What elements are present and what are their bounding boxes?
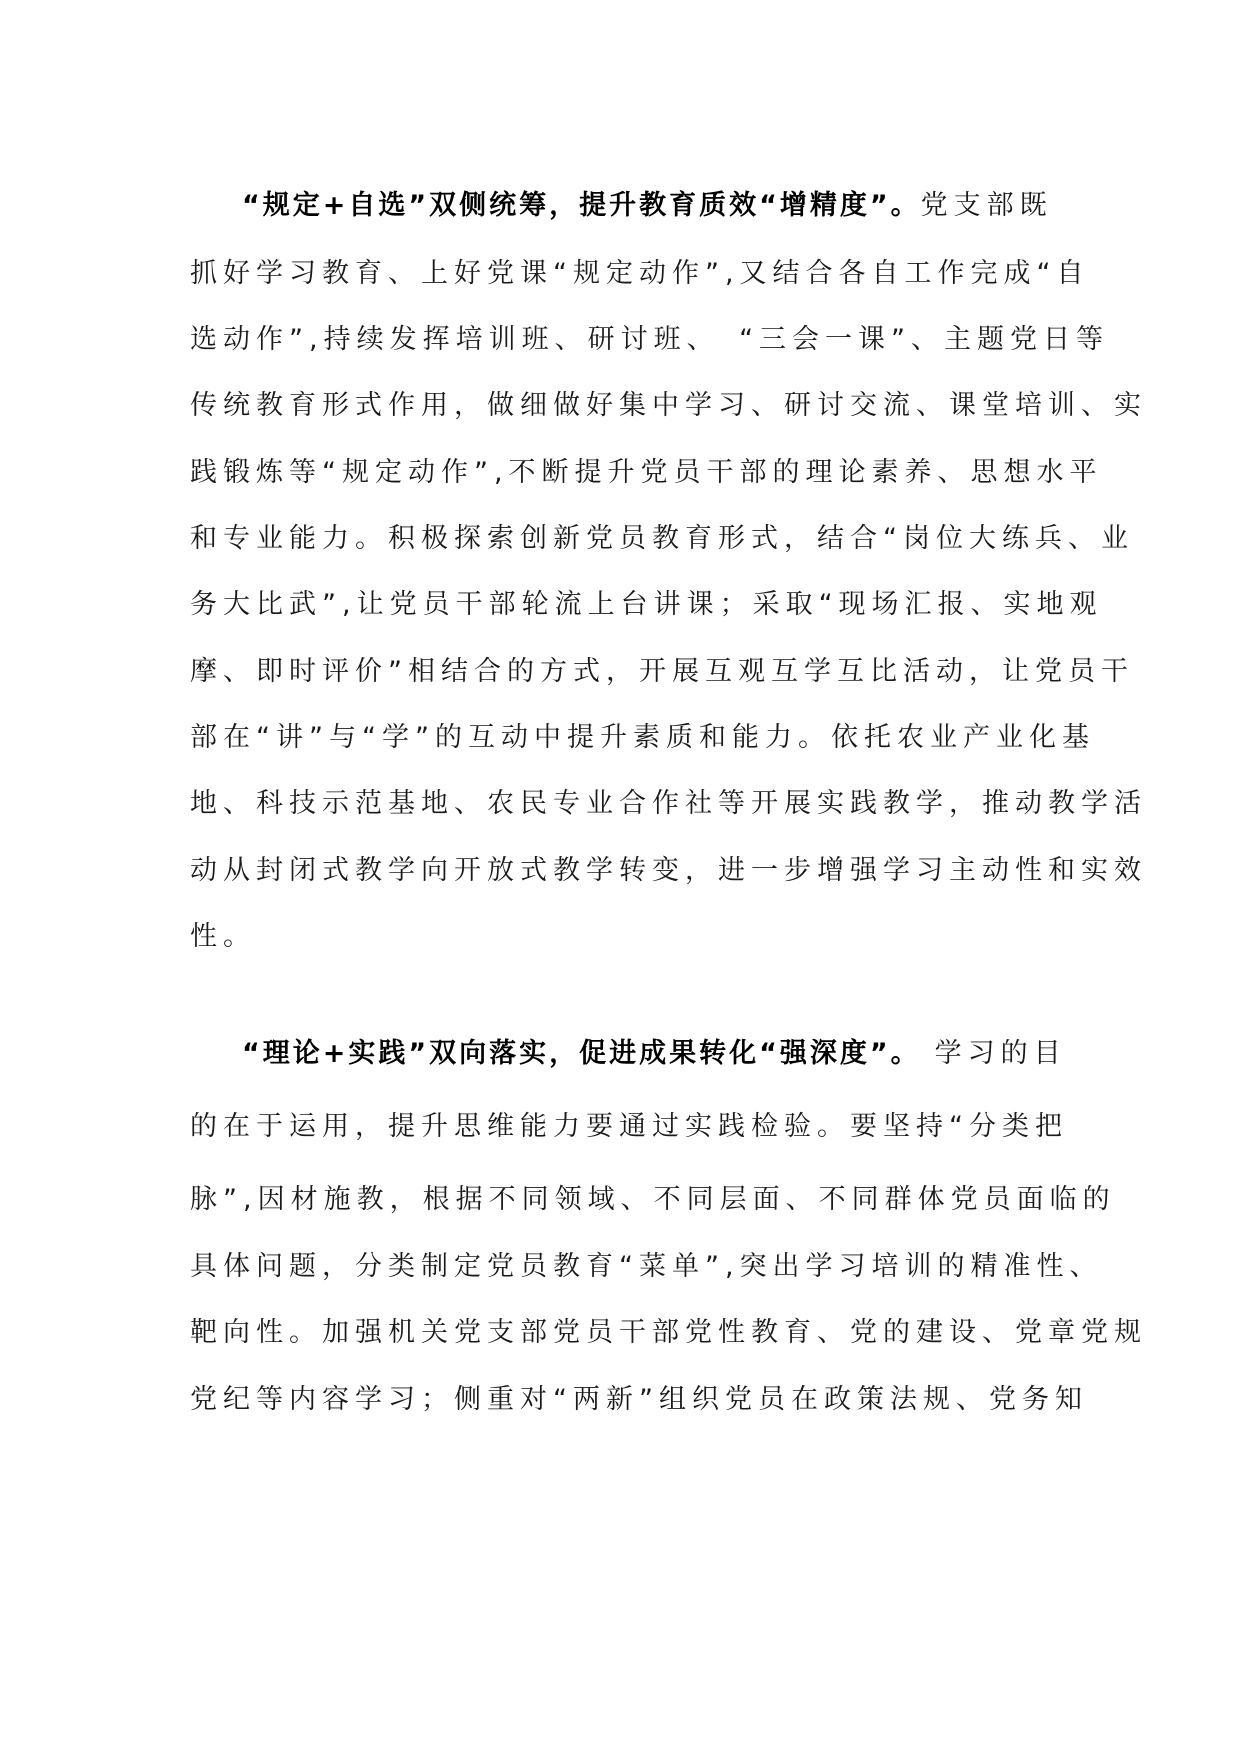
paragraph-1-line-7: 务大比武”,让党员干部轮流上台讲课；采取“现场汇报、实地观 [190,589,1103,620]
paragraph-1-text: 党支部既 [920,190,1053,221]
paragraph-1-line-4: 传统教育形式作用，做细做好集中学习、研讨交流、课堂培训、实 [190,390,1147,421]
paragraph-2-line-4: 具体问题，分类制定党员教育“菜单”,突出学习培训的精准性、 [190,1251,1103,1282]
paragraph-1-line-8: 摩、即时评价”相结合的方式，开展互观互学互比活动，让党员干 [190,656,1134,687]
paragraph-2-line-3: 脉”,因材施教，根据不同领域、不同层面、不同群体党员面临的 [190,1184,1116,1215]
paragraph-2-text: 学习的目 [934,1038,1067,1069]
paragraph-1-line-10: 地、科技示范基地、农民专业合作社等开展实践教学，推动教学活 [190,788,1147,819]
paragraph-1-heading: “规定+自选”双侧统筹，提升教育质效“增精度”。 [242,190,921,221]
paragraph-1-line-5: 践锻炼等“规定动作”,不断提升党员干部的理论素养、思想水平 [190,457,1103,488]
paragraph-2-line-5: 靶向性。加强机关党支部党员干部党性教育、党的建设、党章党规 [190,1317,1147,1348]
paragraph-1-line-11: 动从封闭式教学向开放式教学转变，进一步增强学习主动性和实效 [190,855,1147,886]
paragraph-2-line-1 [242,1034,1102,1074]
paragraph-2-heading: “理论+实践”双向落实，促进成果转化“强深度”。 [242,1038,921,1069]
paragraph-1-line-6: 和专业能力。积极探索创新党员教育形式，结合“岗位大练兵、业 [190,523,1134,554]
paragraph-1-line-3: 选动作”,持续发挥培训班、研讨班、 “三会一课”、主题党日等 [190,324,1110,355]
paragraph-1-line-2: 抓好学习教育、上好党课“规定动作”,又结合各自工作完成“自 [190,258,1090,289]
paragraph-1-line-9: 部在“讲”与“学”的互动中提升素质和能力。依托农业产业化基 [190,722,1095,753]
paragraph-1-line-1 [242,186,1102,226]
paragraph-1-line-12: 性。 [190,921,256,952]
paragraph-2-line-2: 的在于运用，提升思维能力要通过实践检验。要坚持“分类把 [190,1111,1068,1142]
paragraph-2-line-6: 党纪等内容学习；侧重对“两新”组织党员在政策法规、党务知 [190,1384,1088,1415]
